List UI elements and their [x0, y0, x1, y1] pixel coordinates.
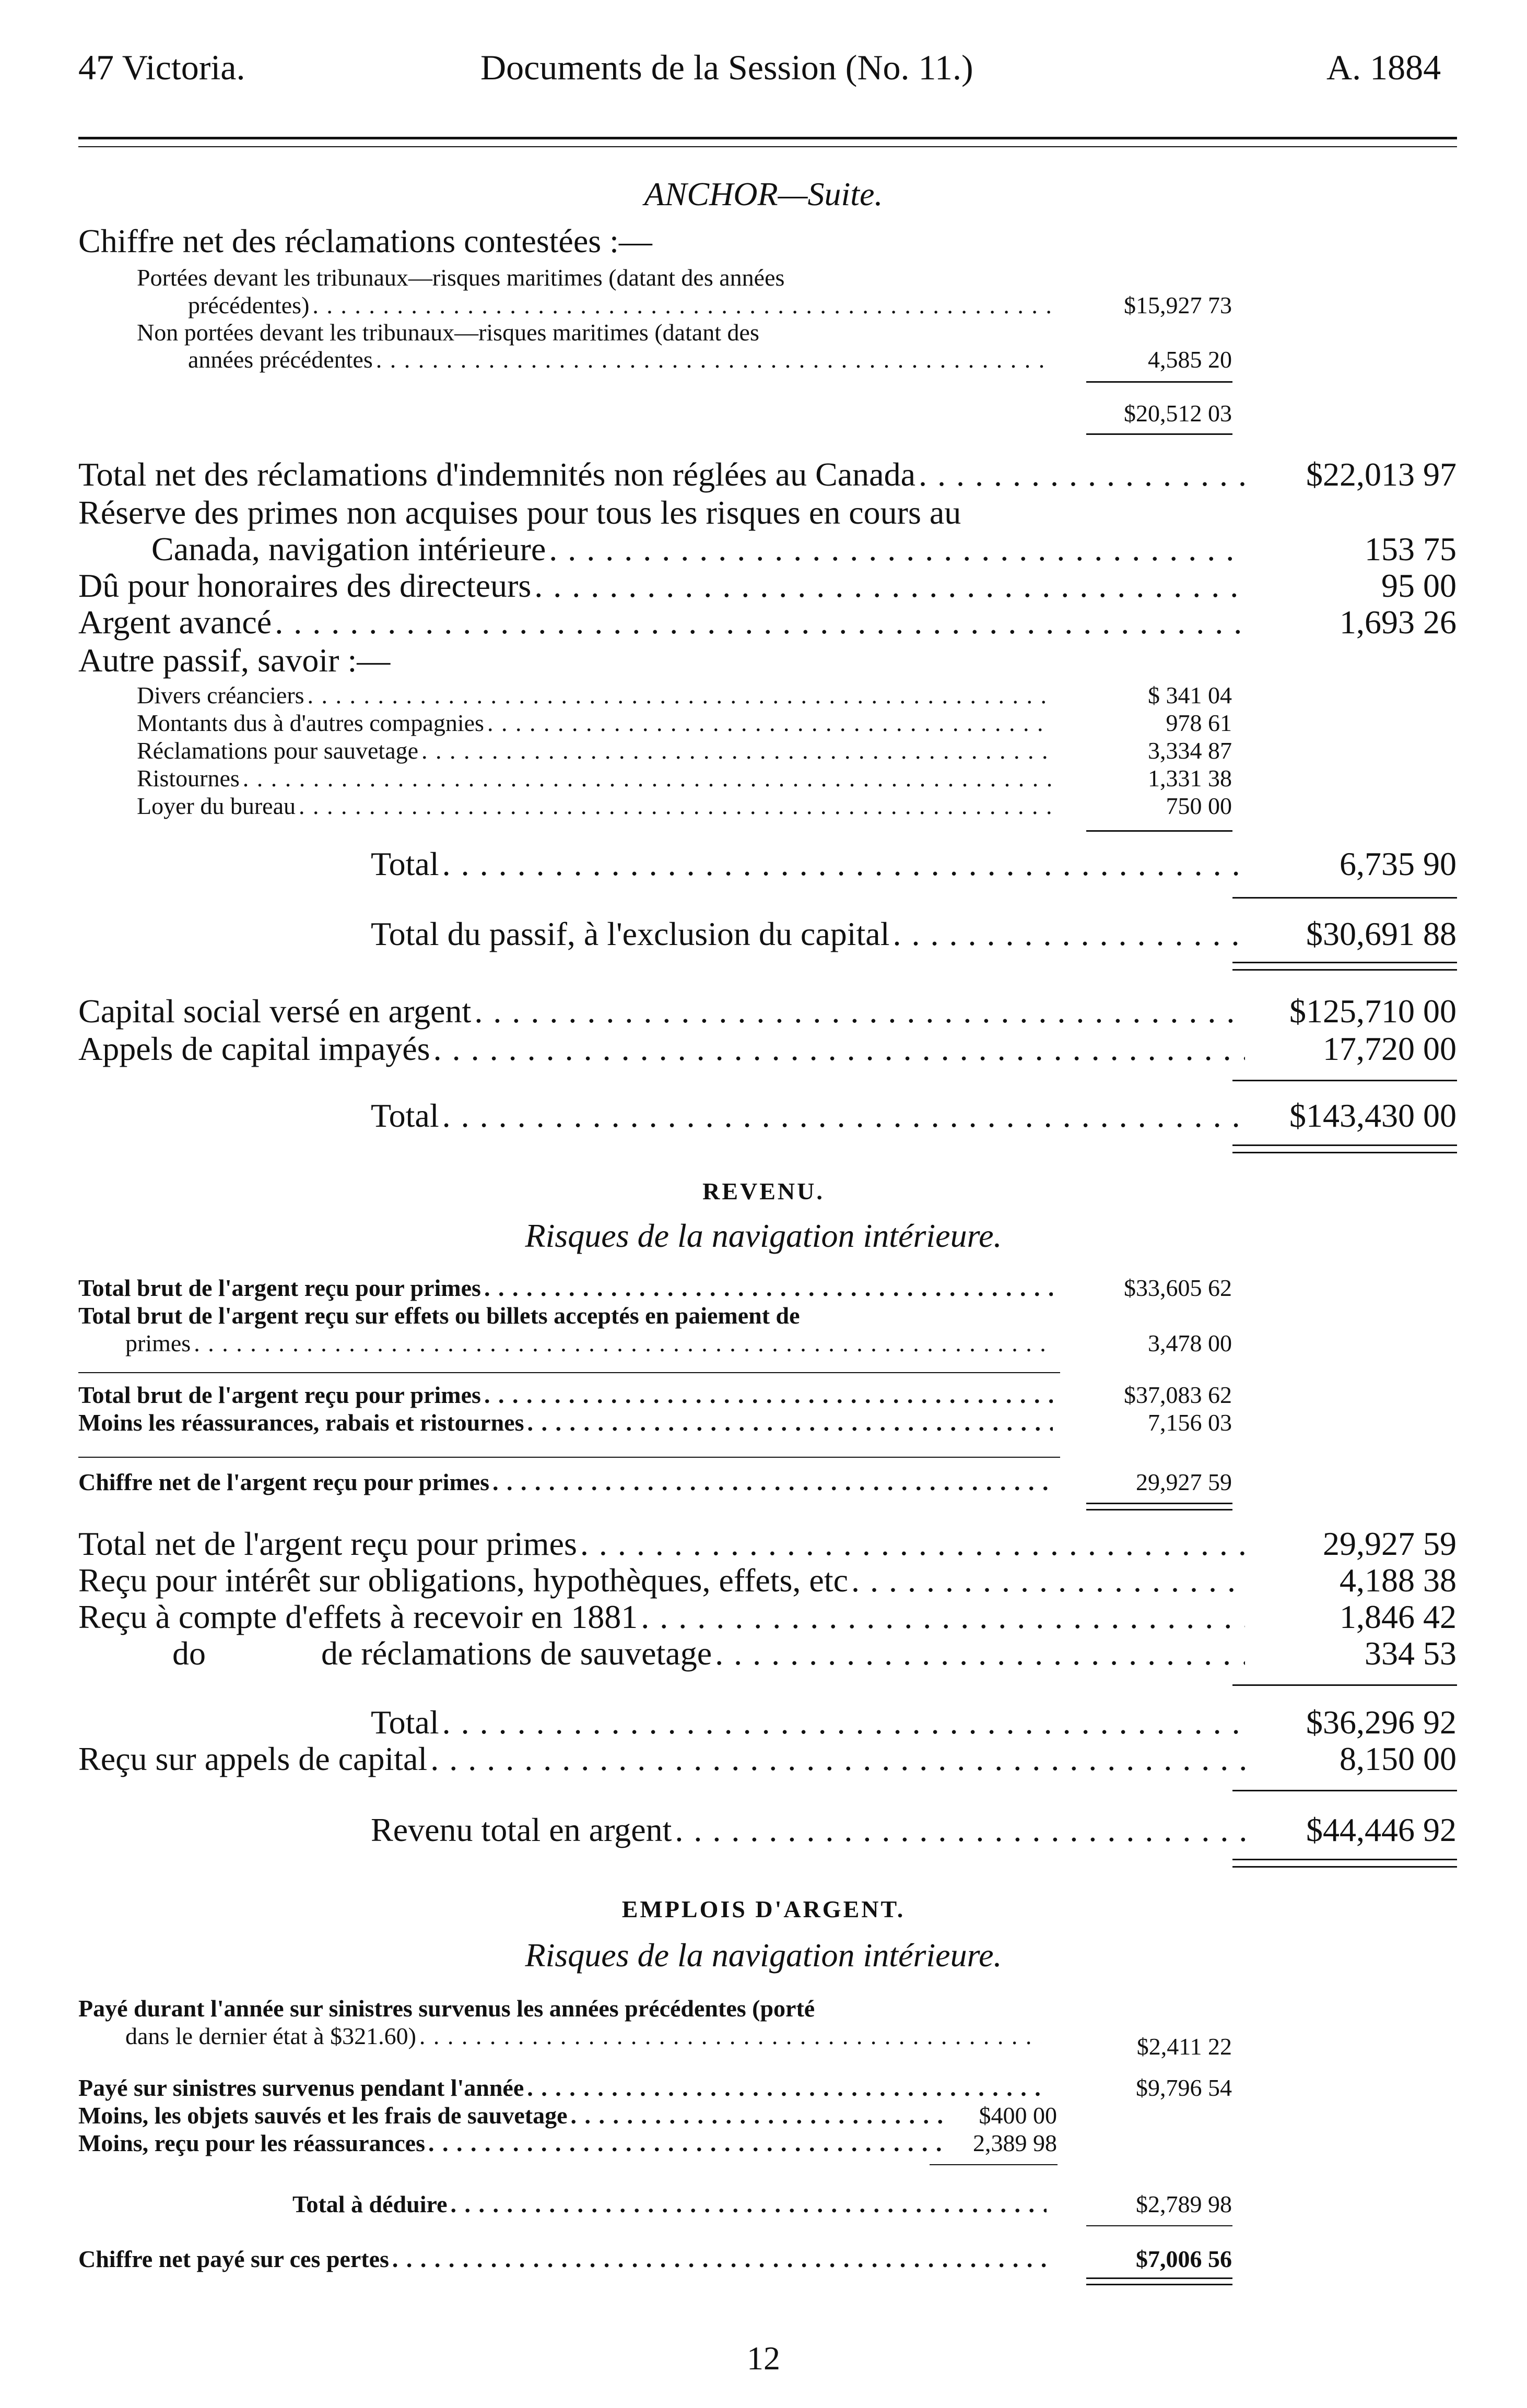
- capital-paid-label: Capital social versé en argent: [78, 993, 472, 1030]
- exp-net-label: Chiffre net payé sur ces pertes: [78, 2246, 389, 2272]
- rev-net-double-1: [1086, 1503, 1232, 1504]
- liab-advance-amount: 1,693 26: [1340, 604, 1456, 641]
- rev-interest-amount: 4,188 38: [1340, 1562, 1456, 1599]
- liab-other-label-3: Ristournes: [137, 765, 240, 792]
- liab-total-rule: [1232, 897, 1457, 899]
- liab-advance-label: Argent avancé: [78, 604, 272, 641]
- liab-other-row-2: [137, 737, 1056, 764]
- liab-other-label-2: Réclamations pour sauvetage: [137, 737, 419, 764]
- header-right: A. 1884: [1326, 48, 1441, 87]
- rev-total-net-amount: 29,927 59: [1323, 1525, 1456, 1562]
- exp-deduct-rule: [1086, 2225, 1232, 2226]
- rev-net-row: [78, 1468, 1056, 1496]
- exp-paid2-row: [78, 2074, 1050, 2102]
- liab-other-amount-1: 978 61: [1166, 710, 1232, 736]
- rev-gross2-label: primes: [125, 1330, 191, 1356]
- liab-net-total-label: Total net des réclamations d'indemnités non réglées au Canada: [78, 456, 915, 493]
- exp-deduct-row: [292, 2190, 1050, 2218]
- liab-other-label-0: Divers créanciers: [137, 682, 304, 709]
- liab-directors-amount: 95 00: [1381, 567, 1456, 604]
- contested-item2-label: années précédentes: [188, 346, 373, 373]
- exp-paid1-row: [125, 2022, 1044, 2050]
- rev-salvage-row: [321, 1634, 1248, 1673]
- rev-gross2-amount: 3,478 00: [1148, 1330, 1232, 1356]
- rev-total-row: [371, 1703, 1248, 1742]
- liab-other-amount-3: 1,331 38: [1148, 765, 1232, 792]
- rev-do-label: do: [172, 1635, 206, 1672]
- rev-total-net-row: [78, 1525, 1248, 1563]
- exp-deduct-label: Total à déduire: [292, 2191, 448, 2217]
- rev-grand-row: [371, 1811, 1248, 1849]
- exp-paid1-line1: Payé durant l'année sur sinistres survenus les années précédentes (porté: [78, 1995, 815, 2022]
- capital-paid-row: [78, 992, 1248, 1031]
- liab-other-row-1: [137, 709, 1056, 737]
- rev-gross2-line1: Total brut de l'argent reçu sur effets ou billets acceptés en paiement de: [78, 1302, 800, 1329]
- exp-less-rule: [930, 2164, 1058, 2165]
- contested-subtotal: $20,512 03: [1124, 400, 1232, 427]
- liab-other-label-4: Loyer du bureau: [137, 793, 296, 819]
- liab-other-label-1: Montants dus à d'autres compagnies: [137, 710, 484, 736]
- rev-interest-row: [78, 1561, 1248, 1600]
- header-rule: [78, 137, 1457, 139]
- liab-total-amount: $30,691 88: [1306, 915, 1456, 952]
- rev-total-net-label: Total net de l'argent reçu pour primes: [78, 1525, 577, 1562]
- capital-total-amount: $143,430 00: [1289, 1097, 1456, 1134]
- capital-calls-amount: 17,720 00: [1323, 1030, 1456, 1067]
- exp-paid2-amount: $9,796 54: [1136, 2074, 1232, 2101]
- liab-advance-row: [78, 603, 1248, 642]
- rev-gross3-amount: $37,083 62: [1124, 1382, 1232, 1408]
- liab-directors-row: [78, 566, 1248, 605]
- capital-calls-row: [78, 1030, 1248, 1068]
- contested-item2-line2: [188, 346, 1055, 373]
- section-title: ANCHOR—Suite.: [644, 175, 883, 213]
- contested-heading: Chiffre net des réclamations contestées :—: [78, 222, 652, 259]
- liab-reserve-row: [151, 530, 1248, 569]
- rev-gross3-label: Total brut de l'argent reçu pour primes: [78, 1382, 481, 1408]
- revenue-heading: REVENU.: [702, 1178, 825, 1205]
- liab-other-row-3: [137, 764, 1056, 792]
- rev-calls-rule: [1232, 1790, 1457, 1791]
- exp-net-double-1: [1086, 2277, 1232, 2279]
- capital-total-row: [371, 1096, 1248, 1135]
- rev-interest-label: Reçu pour intérêt sur obligations, hypothèques, effets, etc: [78, 1562, 848, 1599]
- rev-grand-double-2: [1232, 1866, 1457, 1868]
- rev-grand-double-1: [1232, 1859, 1457, 1860]
- rev-salvage-amount: 334 53: [1365, 1635, 1456, 1672]
- rev-net-rule: [78, 1457, 1060, 1458]
- capital-calls-label: Appels de capital impayés: [78, 1030, 430, 1067]
- liab-other-heading: Autre passif, savoir :—: [78, 642, 391, 679]
- liab-net-total-row: [78, 455, 1248, 494]
- rev-bills-label: Reçu à compte d'effets à recevoir en 1881: [78, 1598, 638, 1635]
- liab-total-label: Total du passif, à l'exclusion du capital: [371, 915, 890, 952]
- exp-less1-amount: $400 00: [979, 2102, 1057, 2129]
- liab-total-double-2: [1232, 969, 1457, 971]
- liab-net-total-amount: $22,013 97: [1306, 456, 1456, 493]
- contested-item1-line1: Portées devant les tribunaux—risques maritimes (datant des années: [137, 264, 785, 291]
- exp-heading: EMPLOIS D'ARGENT.: [621, 1896, 906, 1922]
- exp-subheading: Risques de la navigation intérieure.: [525, 1937, 1002, 1974]
- liab-other-rule: [1086, 830, 1232, 832]
- exp-less1-row: [78, 2102, 945, 2129]
- rev-total-label: Total: [371, 1704, 439, 1741]
- liab-reserve-line1: Réserve des primes non acquises pour tous les risques en cours au: [78, 494, 961, 531]
- exp-paid2-label: Payé sur sinistres survenus pendant l'année: [78, 2074, 524, 2101]
- rev-net-double-2: [1086, 1509, 1232, 1510]
- header-rule-thin: [78, 146, 1457, 147]
- liab-other-row-4: [137, 792, 1056, 820]
- exp-less2-amount: 2,389 98: [973, 2130, 1057, 2156]
- liab-directors-label: Dû pour honoraires des directeurs: [78, 567, 532, 604]
- liab-reserve-amount: 153 75: [1365, 530, 1456, 568]
- capital-double-2: [1232, 1152, 1457, 1153]
- rev-gross1-label: Total brut de l'argent reçu pour primes: [78, 1274, 481, 1301]
- exp-less2-row: [78, 2129, 945, 2157]
- capital-double-1: [1232, 1144, 1457, 1146]
- rev-gross3-row: [78, 1381, 1056, 1409]
- liab-other-total-row: [371, 845, 1248, 883]
- rev-gross-rule: [78, 1372, 1060, 1373]
- rev-salvage-rule: [1232, 1684, 1457, 1686]
- exp-paid1-label: dans le dernier état à $321.60): [125, 2023, 416, 2049]
- rev-grand-amount: $44,446 92: [1306, 1811, 1456, 1848]
- revenue-subheading: Risques de la navigation intérieure.: [525, 1217, 1002, 1254]
- liab-other-total-label: Total: [371, 845, 439, 882]
- contested-item2-amount: 4,585 20: [1148, 346, 1232, 373]
- rev-grand-label: Revenu total en argent: [371, 1811, 672, 1848]
- contested-item1-label: précédentes): [188, 292, 310, 318]
- liab-other-amount-2: 3,334 87: [1148, 737, 1232, 764]
- liab-other-amount-4: 750 00: [1166, 793, 1232, 819]
- page-number: 12: [747, 2340, 780, 2377]
- rev-less-row: [78, 1409, 1056, 1436]
- contested-item1-line2: [188, 291, 1055, 319]
- header-left: 47 Victoria.: [78, 48, 245, 87]
- contested-item2-line1: Non portées devant les tribunaux—risques maritimes (datant des: [137, 319, 759, 346]
- liab-other-row-0: [137, 681, 1056, 709]
- rev-calls-amount: 8,150 00: [1340, 1740, 1456, 1777]
- exp-paid1-amount: $2,411 22: [1136, 2033, 1232, 2060]
- rev-salvage-label: de réclamations de sauvetage: [321, 1635, 712, 1672]
- exp-less1-label: Moins, les objets sauvés et les frais de sauvetage: [78, 2102, 568, 2129]
- exp-less2-label: Moins, reçu pour les réassurances: [78, 2130, 425, 2156]
- rev-net-amount: 29,927 59: [1136, 1469, 1232, 1495]
- capital-total-label: Total: [371, 1097, 439, 1134]
- capital-rule: [1232, 1080, 1457, 1081]
- liab-total-double-1: [1232, 962, 1457, 963]
- header-center: Documents de la Session (No. 11.): [480, 48, 973, 87]
- exp-deduct-amount: $2,789 98: [1136, 2191, 1232, 2217]
- contested-subtotal-underline: [1086, 433, 1232, 435]
- contested-subtotal-rule: [1086, 381, 1232, 383]
- exp-net-double-2: [1086, 2284, 1232, 2285]
- liab-other-total-amount: 6,735 90: [1340, 845, 1456, 882]
- rev-net-label: Chiffre net de l'argent reçu pour primes: [78, 1469, 490, 1495]
- rev-bills-row: [78, 1598, 1248, 1636]
- rev-less-label: Moins les réassurances, rabais et ristournes: [78, 1409, 524, 1436]
- rev-total-amount: $36,296 92: [1306, 1704, 1456, 1741]
- rev-calls-row: [78, 1740, 1248, 1778]
- rev-gross2-row: [125, 1329, 1056, 1357]
- liab-total-row: [371, 915, 1248, 953]
- rev-gross1-row: [78, 1274, 1056, 1302]
- rev-calls-label: Reçu sur appels de capital: [78, 1740, 428, 1777]
- exp-net-row: [78, 2245, 1050, 2273]
- liab-other-amount-0: $ 341 04: [1148, 682, 1232, 709]
- rev-gross1-amount: $33,605 62: [1124, 1274, 1232, 1301]
- liab-reserve-label: Canada, navigation intérieure: [151, 530, 546, 568]
- exp-net-amount: $7,006 56: [1136, 2246, 1232, 2272]
- rev-less-amount: 7,156 03: [1148, 1409, 1232, 1436]
- capital-paid-amount: $125,710 00: [1289, 993, 1456, 1030]
- contested-item1-amount: $15,927 73: [1124, 292, 1232, 318]
- rev-bills-amount: 1,846 42: [1340, 1598, 1456, 1635]
